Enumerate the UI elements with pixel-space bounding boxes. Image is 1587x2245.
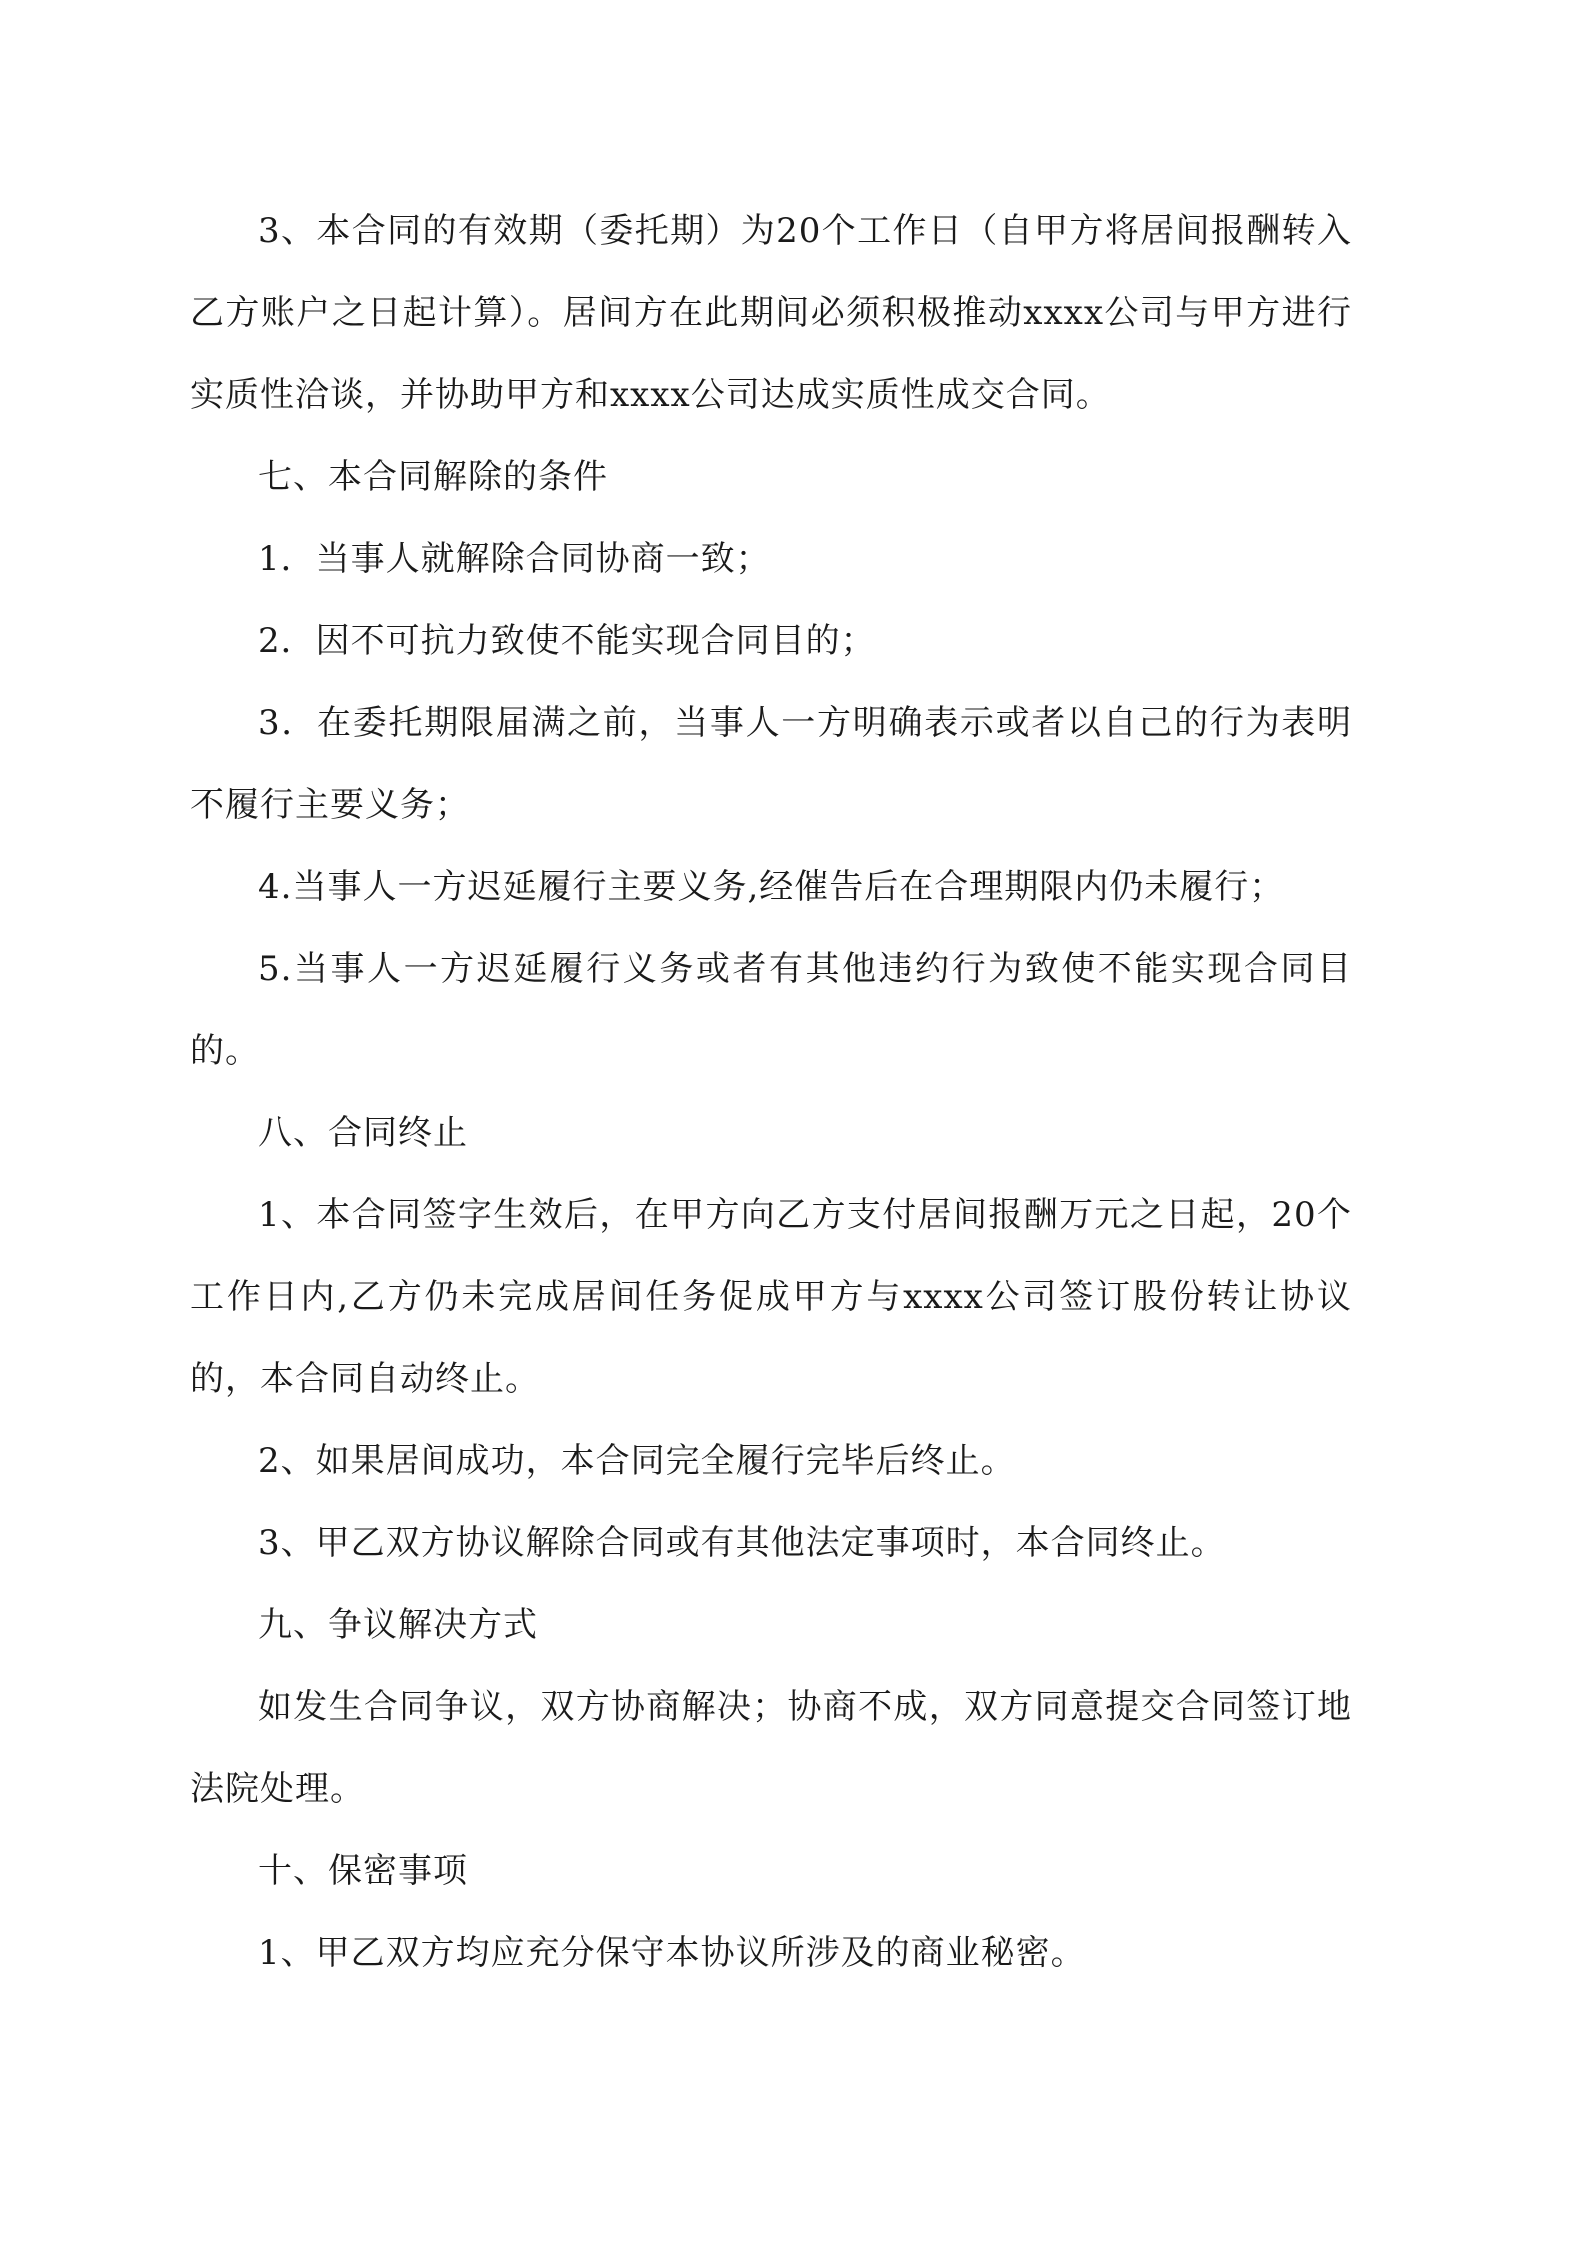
contract-end-clause-1: 1、本合同签字生效后，在甲方向乙方支付居间报酬万元之日起，20个工作日内,乙方仍未完成居间任务促成甲方与xxxx公司签订股份转让协议的，本合同自动终止。: [190, 1195, 1352, 1399]
termination-condition-3: 3．在委托期限届满之前，当事人一方明确表示或者以自己的行为表明不履行主要义务；: [190, 703, 1352, 825]
section-9-heading: 九、争议解决方式: [258, 1605, 538, 1645]
section-7-heading: 七、本合同解除的条件: [258, 457, 608, 497]
termination-condition-5: 5.当事人一方迟延履行义务或者有其他违约行为致使不能实现合同目的。: [190, 949, 1352, 1071]
clause-3-validity: 3、本合同的有效期（委托期）为20个工作日（自甲方将居间报酬转入乙方账户之日起计算）。居间方在此期间必须积极推动xxxx公司与甲方进行实质性洽谈，并协助甲方和xxxx公司达成实质性成交合同。: [190, 211, 1352, 415]
contract-end-clause-3: 3、甲乙双方协议解除合同或有其他法定事项时，本合同终止。: [258, 1523, 1226, 1563]
document-page: [190, 190, 1352, 2070]
section-8-heading: 八、合同终止: [258, 1113, 468, 1153]
dispute-resolution-text: 如发生合同争议，双方协商解决；协商不成，双方同意提交合同签订地法院处理。: [190, 1687, 1352, 1809]
termination-condition-1: 1．当事人就解除合同协商一致；: [258, 539, 771, 579]
termination-condition-4: 4.当事人一方迟延履行主要义务,经催告后在合理期限内仍未履行；: [258, 867, 1285, 907]
contract-end-clause-2: 2、如果居间成功，本合同完全履行完毕后终止。: [258, 1441, 1016, 1481]
section-10-heading: 十、保密事项: [258, 1851, 468, 1891]
termination-condition-2: 2．因不可抗力致使不能实现合同目的；: [258, 621, 876, 661]
confidentiality-clause-1: 1、甲乙双方均应充分保守本协议所涉及的商业秘密。: [258, 1933, 1086, 1973]
